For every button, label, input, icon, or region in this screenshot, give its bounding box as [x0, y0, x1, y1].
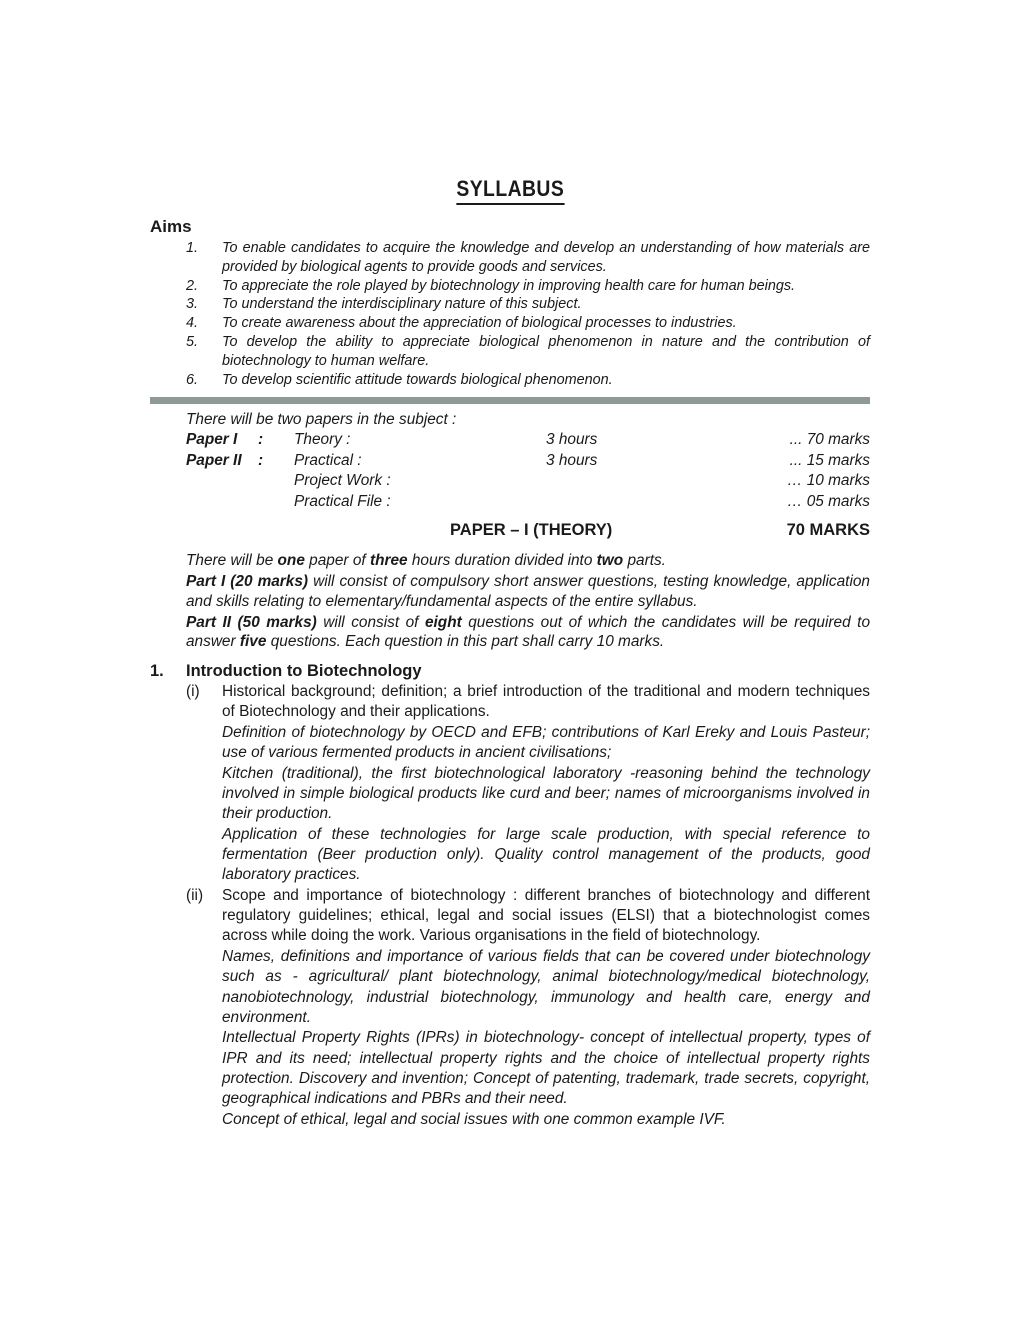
aim-text: To develop the ability to appreciate biological phenomenon in nature and the contribution of biotechnology to human welfare.	[222, 333, 870, 369]
subsection-number: (i)	[186, 683, 200, 700]
section-introduction	[150, 660, 870, 1130]
aim-item	[186, 295, 870, 314]
aim-text: To appreciate the role played by biotechnology in improving health care for human beings.	[222, 277, 796, 294]
aim-number: 2.	[186, 277, 199, 294]
paper-type: Theory :	[294, 431, 351, 448]
paper-type: Practical File :	[294, 492, 391, 510]
emphasis: three	[369, 552, 408, 569]
paper-colon: :	[258, 451, 264, 469]
papers-table	[186, 410, 870, 512]
text-run: hours duration divided into	[407, 552, 597, 569]
subsection-text: Scope and importance of biotechnology : different branches of biotechnology and different regulatory guidelines; ethical, legal and social issues (ELSI) that a biotechnologist comes across while doing the work. Various organisations in the field of biotechnology.	[222, 887, 870, 945]
subsection-note: Application of these technologies for large scale production, with special reference to fermentation (Beer production only). Quality control management of the products, good laboratory practices.	[222, 825, 870, 884]
subsection-note: Definition of biotechnology by OECD and EFB; contributions of Karl Ereky and Louis Pasteur; use of various fermented products in ancient civilisations;	[222, 723, 870, 762]
section-divider	[150, 397, 870, 404]
section-heading	[150, 660, 870, 682]
paper-marks: ... 70 marks	[789, 431, 870, 448]
subsection-body	[222, 682, 870, 886]
paper-row	[186, 471, 870, 492]
page-title: SYLLABUS	[456, 176, 564, 205]
subsection-note: Names, definitions and importance of various fields that can be covered under biotechnology such as - agricultural/ plant biotechnology, animal biotechnology/medical biotechnology, nanobiotechnology, industrial biotechnology, immunology and health care, energy and environment.	[222, 948, 870, 1026]
paper-duration: 3 hours	[546, 431, 598, 448]
page-title-wrap	[0, 176, 1020, 205]
aim-number: 1.	[186, 240, 199, 256]
subsection-text: Historical background; definition; a brief introduction of the traditional and modern techniques of Biotechnology and their applications.	[222, 683, 870, 721]
section-number: 1.	[150, 662, 164, 680]
aim-text: To create awareness about the appreciation of biological processes to industries.	[222, 315, 737, 332]
paper-marks: ... 15 marks	[789, 451, 870, 469]
aim-number: 4.	[186, 315, 199, 332]
emphasis: five	[239, 633, 267, 651]
paper-type: Project Work :	[294, 472, 391, 489]
text-run: questions out of which the candidates will be required to answer	[186, 613, 871, 651]
emphasis: two	[596, 552, 624, 569]
text-run: There will be	[186, 552, 278, 569]
aims-heading: Aims	[150, 217, 192, 236]
subsection-i	[150, 682, 870, 886]
aim-number: 6.	[186, 371, 199, 388]
emphasis: eight	[424, 613, 462, 631]
emphasis: Part I (20 marks)	[186, 573, 309, 591]
subsection-body	[222, 886, 870, 1130]
emphasis: one	[277, 552, 305, 569]
aim-item	[186, 314, 870, 333]
paper-marks: … 05 marks	[787, 492, 870, 510]
paper-marks: … 10 marks	[787, 472, 870, 489]
aim-number: 5.	[186, 333, 199, 350]
aim-text: To develop scientific attitude towards biological phenomenon.	[222, 371, 613, 388]
paper-row	[186, 492, 870, 513]
paper-row	[186, 430, 870, 451]
subsection-number: (ii)	[186, 887, 204, 905]
paper-name: Paper I	[186, 431, 238, 448]
paper-heading	[150, 521, 870, 543]
aim-item	[186, 333, 870, 371]
aim-item	[186, 277, 870, 296]
aim-item	[186, 239, 870, 277]
emphasis: Part II (50 marks)	[186, 613, 317, 631]
paper-row	[186, 451, 870, 472]
paper-description	[186, 551, 870, 653]
section-title: Introduction to Biotechnology	[186, 662, 422, 680]
paper-duration: 3 hours	[546, 451, 598, 469]
paper-heading-title: PAPER – I (THEORY)	[450, 521, 613, 539]
paper-name: Paper II	[186, 451, 242, 469]
description-paragraph	[186, 572, 870, 611]
subsection-note: Intellectual Property Rights (IPRs) in biotechnology- concept of intellectual property, types of IPR and its need; intellectual property rights and the choice of intellectual property rights protection. Discovery and invention; Concept of patenting, trademark, trade secrets, copyright, geographical indications and PBRs and their need.	[222, 1029, 870, 1108]
paper-heading-marks: 70 MARKS	[786, 521, 870, 539]
paper-colon: :	[258, 431, 264, 448]
description-paragraph	[186, 551, 870, 571]
text-run: paper of	[304, 552, 370, 569]
text-run: questions. Each question in this part shall carry 10 marks.	[266, 633, 665, 651]
subsection-note: Kitchen (traditional), the first biotechnological laboratory -reasoning behind the technology involved in simple biological products like curd and beer; names of microorganisms involved in their production.	[222, 764, 870, 823]
text-run: will consist of compulsory short answer questions, testing knowledge, application and skills relating to elementary/fundamental aspects of the entire syllabus.	[186, 573, 870, 610]
aims-list	[186, 239, 870, 389]
text-run: will consist of	[316, 613, 425, 631]
aim-item	[186, 371, 870, 390]
aim-text: To enable candidates to acquire the knowledge and develop an understanding of how materials are provided by biological agents to provide goods and services.	[222, 240, 870, 275]
subsection-ii	[150, 886, 870, 1130]
description-paragraph	[186, 613, 870, 652]
papers-intro: There will be two papers in the subject :	[186, 411, 457, 428]
aim-text: To understand the interdisciplinary nature of this subject.	[222, 296, 582, 313]
subsection-note: Concept of ethical, legal and social issues with one common example IVF.	[222, 1110, 726, 1128]
paper-type: Practical :	[294, 451, 362, 469]
aim-number: 3.	[186, 296, 199, 313]
text-run: parts.	[623, 552, 666, 569]
